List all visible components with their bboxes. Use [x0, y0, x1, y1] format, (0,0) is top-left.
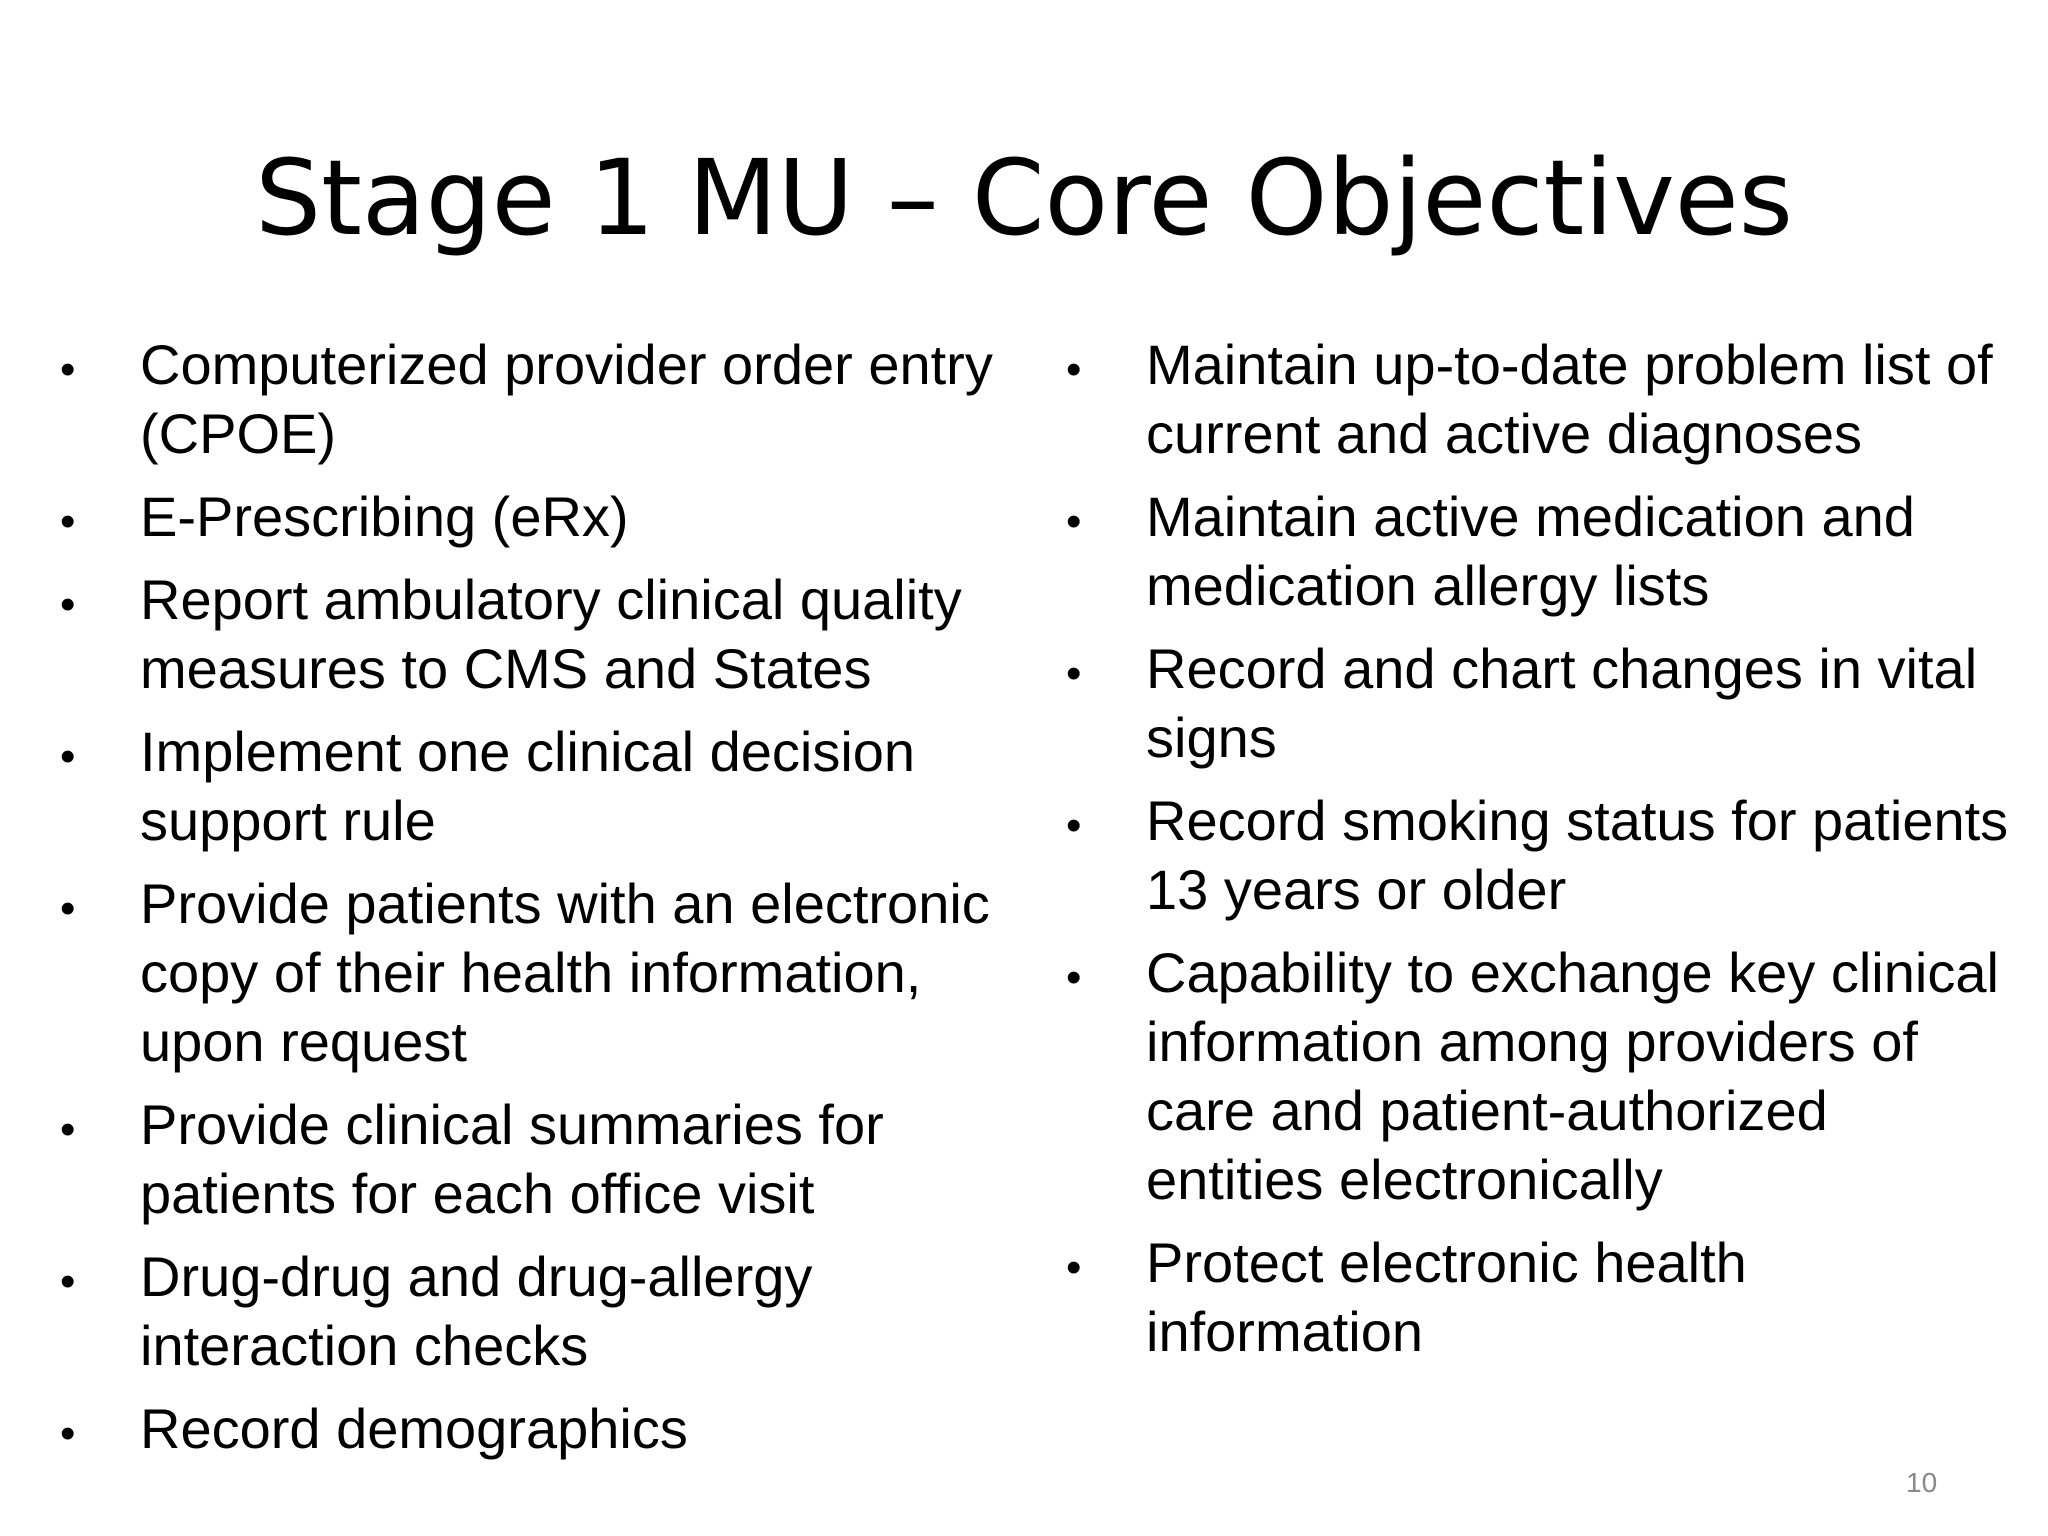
list-item	[1058, 786, 2018, 924]
list-item-text: Report ambulatory clinical quality measures to CMS and States	[140, 568, 962, 700]
list-item	[52, 482, 1012, 551]
bullet-icon	[1066, 482, 1106, 556]
list-item-text: Provide clinical summaries for patients for each office visit	[140, 1093, 884, 1225]
bullet-icon	[60, 1242, 100, 1316]
bullet-icon	[60, 1394, 100, 1468]
list-item	[1058, 482, 2018, 620]
list-item-text: Computerized provider order entry (CPOE)	[140, 333, 993, 465]
bullet-icon	[60, 482, 100, 556]
page-number: 10	[1906, 1467, 1938, 1498]
list-item	[1058, 1228, 2018, 1366]
list-item-text: Record smoking status for patients 13 years or older	[1146, 789, 2009, 921]
list-item	[1058, 634, 2018, 772]
bullet-icon	[1066, 634, 1106, 708]
list-item-text: Record and chart changes in vital signs	[1146, 637, 1978, 769]
list-item-text: Maintain active medication and medication allergy lists	[1146, 485, 1915, 617]
list-item	[52, 565, 1012, 703]
bullet-icon	[1066, 938, 1106, 1012]
list-item	[52, 717, 1012, 855]
list-item	[52, 1090, 1012, 1228]
left-objectives-list	[52, 330, 1012, 1477]
bullet-icon	[60, 717, 100, 791]
list-item	[1058, 330, 2018, 468]
list-item	[52, 1242, 1012, 1380]
bullet-icon	[60, 565, 100, 639]
bullet-icon	[1066, 1228, 1106, 1302]
list-item-text: Implement one clinical decision support rule	[140, 720, 916, 852]
list-item-text: Maintain up-to-date problem list of current and active diagnoses	[1146, 333, 1993, 465]
list-item	[52, 330, 1012, 468]
right-objectives-list	[1058, 330, 2018, 1380]
list-item	[52, 1394, 1012, 1463]
list-item	[52, 869, 1012, 1076]
list-item-text: Protect electronic health information	[1146, 1231, 1747, 1363]
list-item-text: E-Prescribing (eRx)	[140, 485, 629, 548]
slide-title: Stage 1 MU – Core Objectives	[255, 137, 1793, 259]
list-item-text: Record demographics	[140, 1397, 688, 1460]
bullet-icon	[1066, 330, 1106, 404]
list-item-text: Capability to exchange key clinical information among providers of care and patient-authorized entities electronically	[1146, 941, 1999, 1211]
bullet-icon	[1066, 786, 1106, 860]
bullet-icon	[60, 1090, 100, 1164]
bullet-icon	[60, 869, 100, 943]
list-item-text: Drug-drug and drug-allergy interaction checks	[140, 1245, 813, 1377]
list-item	[1058, 938, 2018, 1214]
bullet-icon	[60, 330, 100, 404]
list-item-text: Provide patients with an electronic copy of their health information, upon request	[140, 872, 990, 1073]
